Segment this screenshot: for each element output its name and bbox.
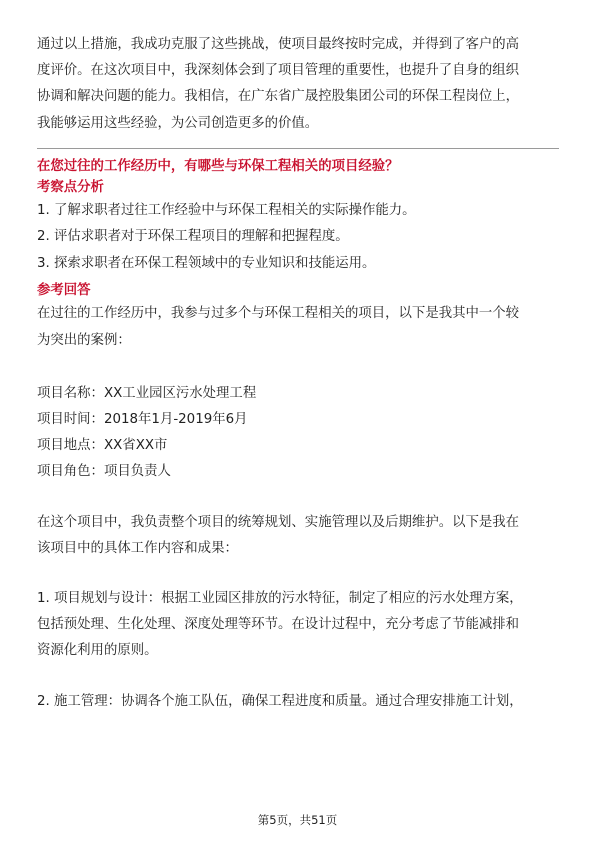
- paragraph-line: 度评价。在这次项目中，我深刻体会到了项目管理的重要性，也提升了自身的组织: [37, 63, 520, 79]
- summary-line: 该项目中的具体工作内容和成果：: [37, 540, 238, 556]
- analysis-item: 2. 评估求职者对于环保工程项目的理解和把握程度。: [37, 229, 349, 245]
- document-page: [37, 32, 559, 715]
- answer-heading: 参考回答: [37, 283, 91, 299]
- project-role: 项目角色：项目负责人: [37, 464, 171, 480]
- page-number-footer: 第5页，共51页: [257, 813, 338, 827]
- project-location: 项目地点：XX省XX市: [37, 438, 168, 454]
- point-1-line: 资源化利用的原则。: [37, 643, 158, 659]
- paragraph-line: 通过以上措施，我成功克服了这些挑战，使项目最终按时完成，并得到了客户的高: [37, 37, 520, 52]
- project-name: 项目名称：XX工业园区污水处理工程: [37, 385, 257, 401]
- analysis-section: [37, 178, 559, 278]
- point-1-line: 1. 项目规划与设计：根据工业园区排放的污水特征，制定了相应的污水处理方案，: [37, 590, 523, 606]
- answer-intro-line: 为突出的案例：: [37, 332, 131, 348]
- summary-line: 在这个项目中，我负责整个项目的统筹规划、实施管理以及后期维护。以下是我在: [37, 514, 520, 530]
- answer-intro-line: 在过往的工作经历中，我参与过多个与环保工程相关的项目，以下是我其中一个较: [37, 306, 520, 322]
- section-divider: [37, 148, 559, 149]
- interview-question: 在您过往的工作经历中，有哪些与环保工程相关的项目经验？: [37, 158, 399, 174]
- paragraph-line: 我能够运用这些经验，为公司创造更多的价值。: [37, 115, 319, 131]
- answer-section: [37, 281, 559, 714]
- analysis-heading: 考察点分析: [37, 179, 104, 195]
- point-1-line: 包括预处理、生化处理、深度处理等环节。在设计过程中，充分考虑了节能减排和: [37, 617, 520, 633]
- previous-answer-continuation: [37, 32, 559, 137]
- point-2-line: 2. 施工管理：协调各个施工队伍，确保工程进度和质量。通过合理安排施工计划，: [37, 693, 523, 709]
- project-time: 项目时间：2018年1月-2019年6月: [37, 411, 248, 427]
- analysis-item: 1. 了解求职者过往工作经验中与环保工程相关的实际操作能力。: [37, 202, 416, 218]
- analysis-item: 3. 探索求职者在环保工程领域中的专业知识和技能运用。: [37, 255, 376, 271]
- paragraph-line: 协调和解决问题的能力。我相信，在广东省广晟控股集团公司的环保工程岗位上，: [37, 89, 520, 105]
